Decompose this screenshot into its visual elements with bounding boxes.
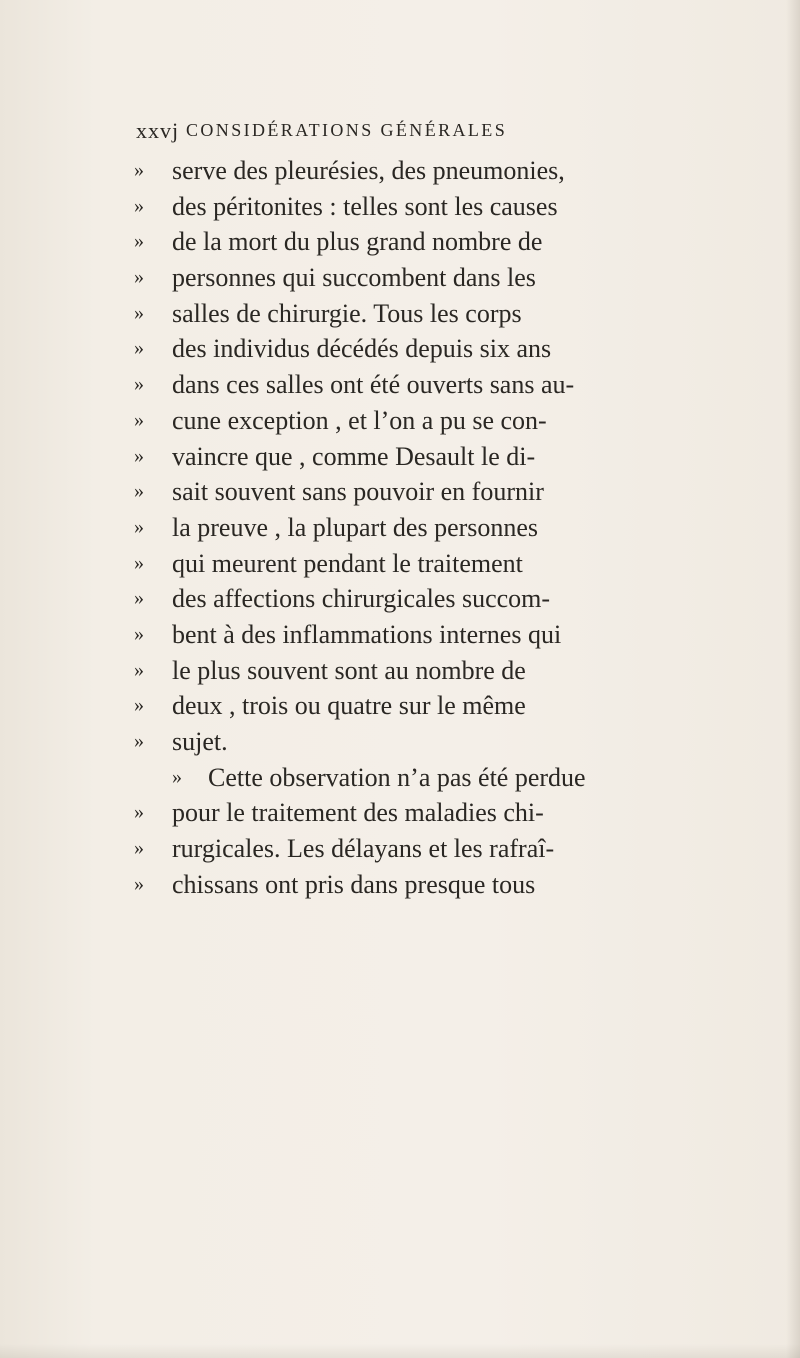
text-line	[134, 153, 674, 189]
text-line	[134, 724, 674, 760]
quote-mark: »	[134, 444, 144, 467]
text-line	[134, 546, 674, 582]
line-text: le plus souvent sont au nombre de	[172, 655, 526, 685]
text-line	[134, 403, 674, 439]
page-edge-shadow	[786, 0, 800, 1358]
line-text: des péritonites : telles sont les causes	[172, 191, 558, 221]
page-number: xxvj	[136, 118, 180, 143]
line-text: bent à des inflammations internes qui	[172, 619, 562, 649]
line-text: pour le traitement des maladies chi-	[172, 798, 544, 828]
quote-mark: »	[134, 730, 144, 752]
quote-mark: »	[134, 658, 144, 681]
quote-mark: »	[134, 266, 144, 289]
text-line	[134, 867, 674, 903]
line-text: des affections chirurgicales succom-	[172, 584, 551, 614]
quote-mark: »	[134, 194, 144, 217]
quote-mark: »	[134, 159, 144, 181]
running-title: CONSIDÉRATIONS GÉNÉRALES	[186, 120, 508, 140]
quote-mark: »	[134, 515, 144, 538]
line-text: serve des pleurésies, des pneumonies,	[172, 156, 565, 185]
text-line	[134, 510, 674, 546]
quote-mark: »	[134, 230, 144, 253]
line-text: des individus décédés depuis six ans	[172, 334, 552, 364]
paragraph-start-line	[134, 760, 674, 796]
quote-mark: »	[134, 801, 144, 824]
line-text: cune exception , et l’on a pu se con-	[172, 405, 547, 435]
body-text	[134, 153, 674, 902]
text-line	[134, 474, 674, 510]
quote-mark: »	[134, 694, 144, 717]
text-line	[134, 688, 674, 724]
text-line	[134, 831, 674, 867]
quote-mark: »	[134, 872, 144, 895]
line-text: vaincre que , comme Desault le di-	[172, 441, 536, 471]
line-text: salles de chirurgie. Tous les corps	[172, 298, 522, 328]
quote-mark: »	[134, 408, 144, 431]
quote-mark: »	[134, 301, 144, 324]
page-bottom-shadow	[0, 1344, 800, 1358]
line-text: de la mort du plus grand nombre de	[172, 227, 543, 257]
line-text: dans ces salles ont été ouverts sans au-	[172, 370, 575, 400]
line-text: sait souvent sans pouvoir en fournir	[172, 477, 544, 507]
line-text: sujet.	[172, 727, 228, 756]
quote-mark: »	[134, 837, 144, 860]
text-line	[134, 367, 674, 403]
page-header	[136, 118, 676, 152]
line-text: qui meurent pendant le traitement	[172, 548, 523, 578]
quote-mark: »	[134, 480, 144, 503]
quote-mark: »	[172, 765, 182, 788]
text-line	[134, 617, 674, 653]
line-text: deux , trois ou quatre sur le même	[172, 691, 526, 721]
line-text: chissans ont pris dans presque tous	[172, 869, 536, 899]
line-text: rurgicales. Les délayans et les rafraî-	[172, 834, 555, 864]
text-line	[134, 224, 674, 260]
text-line	[134, 296, 674, 332]
line-text: Cette observation n’a pas été perdue	[208, 762, 586, 792]
text-line	[134, 795, 674, 831]
line-text: la preuve , la plupart des personnes	[172, 512, 539, 542]
quote-mark: »	[134, 622, 144, 645]
text-line	[134, 331, 674, 367]
text-line	[134, 260, 674, 296]
quote-mark: »	[134, 551, 144, 574]
text-line	[134, 581, 674, 617]
quote-mark: »	[134, 587, 144, 610]
text-line	[134, 189, 674, 225]
text-line	[134, 653, 674, 689]
quote-mark: »	[134, 337, 144, 360]
quote-mark: »	[134, 373, 144, 396]
line-text: personnes qui succombent dans les	[172, 263, 536, 293]
text-line	[134, 439, 674, 475]
